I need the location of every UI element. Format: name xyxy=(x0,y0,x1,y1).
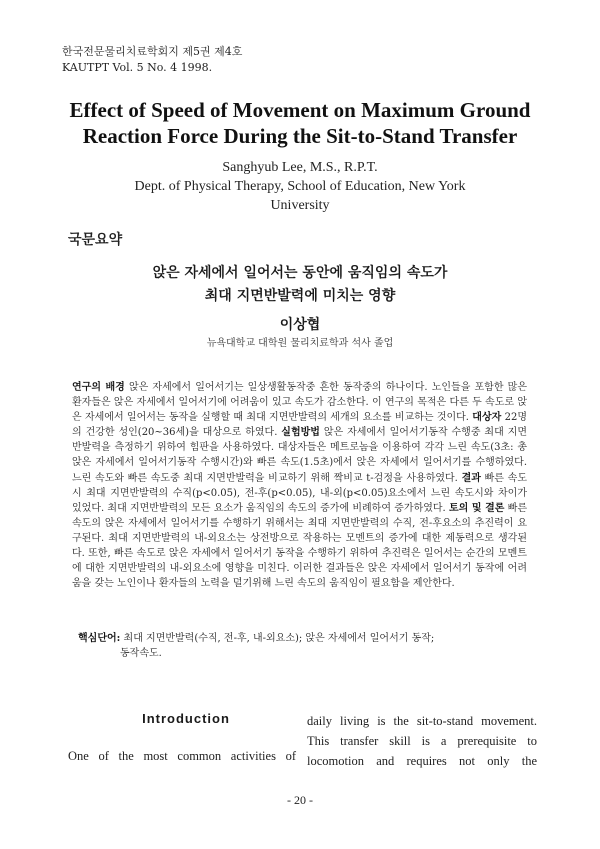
abstract-body xyxy=(72,380,527,591)
intro-right-line1: daily living is the sit-to-stand movement. xyxy=(307,714,537,728)
abstract-methods-label: 실험방법 xyxy=(281,427,320,439)
author-block xyxy=(40,158,560,215)
intro-right-line2: This transfer skill is a prerequisite to xyxy=(307,734,537,748)
keywords-line1: 최대 지면반발력(수직, 전-후, 내-외요소); 앉은 자세에서 일어서기 동작; xyxy=(123,633,435,644)
author-affiliation-line1: Dept. of Physical Therapy, School of Education, New York xyxy=(134,179,466,194)
journal-title-korean: 한국전문물리치료학회지 제5권 제4호 xyxy=(62,45,243,58)
keywords-label: 핵심단어: xyxy=(78,633,121,644)
korean-title xyxy=(40,262,560,308)
paper-title-line2: Reaction Force During the Sit-to-Stand Transfer xyxy=(82,124,518,148)
introduction-heading: Introduction xyxy=(142,711,230,726)
intro-paragraph-left: One of the most common activities of xyxy=(68,749,296,763)
abstract-background-label: 연구의 배경 xyxy=(72,382,125,393)
author-name: Sanghyub Lee, M.S., R.P.T. xyxy=(222,160,378,175)
abstract-results-text: 빠른 속도시 최대 지면반발력의 수직(p<0.05), 전-후(p<0.05), 내-외(p<0.05)요소에서 느린 속도시와 차이가 있었다. 최대 지면반발력의 모든 요소가 움직임의 속도의 증가에 비례하여 증가하였다. xyxy=(72,472,527,514)
abstract-methods-text: 앉은 자세에서 일어서기동작 수행중 최대 지면반발력을 측정하기 위하여 힘판을 사용하였다. 대상자들은 메트로놈을 이용하여 각각 느린 속도(3초: 총 앉은 자세에서 일어서기동작 수행시간)와 빠른 속도(1.5초)에서 앉은 자세에서 일어서기를 수행하였다. 느린 속도와 빠른 속도중 최대 지면반발력을 비교하기 위해 짝비교 t-검정을 사용하였다. xyxy=(72,427,527,484)
korean-title-line1: 앉은 자세에서 일어서는 동안에 움직임의 속도가 xyxy=(152,265,448,281)
abstract-results-label: 결과 xyxy=(461,472,481,484)
korean-title-line2: 최대 지면반발력에 미치는 영향 xyxy=(204,288,396,304)
abstract-background-text: 앉은 자세에서 일어서기는 일상생활동작중 흔한 동작중의 하나이다. 노인들을 포함한 많은 환자들은 앉은 자세에서 일어서기에 어려움이 있고 속도가 감소한다. 이 연구의 목적은 다른 두 속도로 앉은 자세에서 일어서는 동작을 실행할 때 최대 지면반발력의 세개의 요소를 비교하는 것이다. xyxy=(72,382,527,424)
intro-right-line3: locomotion and requires not only the xyxy=(307,754,537,768)
page-number: - 20 - xyxy=(287,793,313,807)
intro-right-column xyxy=(307,711,537,771)
paper-title xyxy=(40,97,560,149)
journal-volume: KAUTPT Vol. 5 No. 4 1998. xyxy=(62,61,213,74)
paper-title-line1: Effect of Speed of Movement on Maximum Ground xyxy=(69,98,531,122)
korean-abstract-heading: 국문요약 xyxy=(68,232,123,248)
journal-header xyxy=(62,44,242,76)
author-affiliation-line2: University xyxy=(270,198,330,213)
korean-affiliation: 뉴욕대학교 대학원 물리치료학과 석사 졸업 xyxy=(206,338,394,349)
keywords-block xyxy=(78,631,528,661)
intro-left-column xyxy=(68,711,296,766)
abstract-subjects-text: 22명의 건강한 성인(20~36세)을 대상으로 하였다. xyxy=(72,412,527,439)
keywords-line2: 동작속도. xyxy=(120,648,162,659)
korean-author: 이상협 xyxy=(279,317,321,333)
abstract-conclusion-text: 빠른 속도의 앉은 자세에서 일어서기를 수행하기 위해서는 최대 지면반발력의 수직, 전-후요소의 추진력이 요구된다. 최대 지면반발력의 내-외요소는 상전방으로 작용하는 모멘트의 증가에 대한 제동력으로 생각된다. 또한, 빠른 속도로 앉은 자세에서 일어서기 동작을 수행하기 위하여 추진력은 일어서는 순간의 모멘트에 대한 지면반발력의 내-외요소에 영향을 미친다. 이러한 결과들은 앉은 자세에서 일어서기 동작에 어려움을 갖는 노인이나 환자들의 노력을 덜기위해 느린 속도의 움직임이 필요함을 제안한다. xyxy=(72,502,528,590)
abstract-conclusion-label: 토의 및 결론 xyxy=(449,502,505,514)
abstract-subjects-label: 대상자 xyxy=(472,412,502,424)
